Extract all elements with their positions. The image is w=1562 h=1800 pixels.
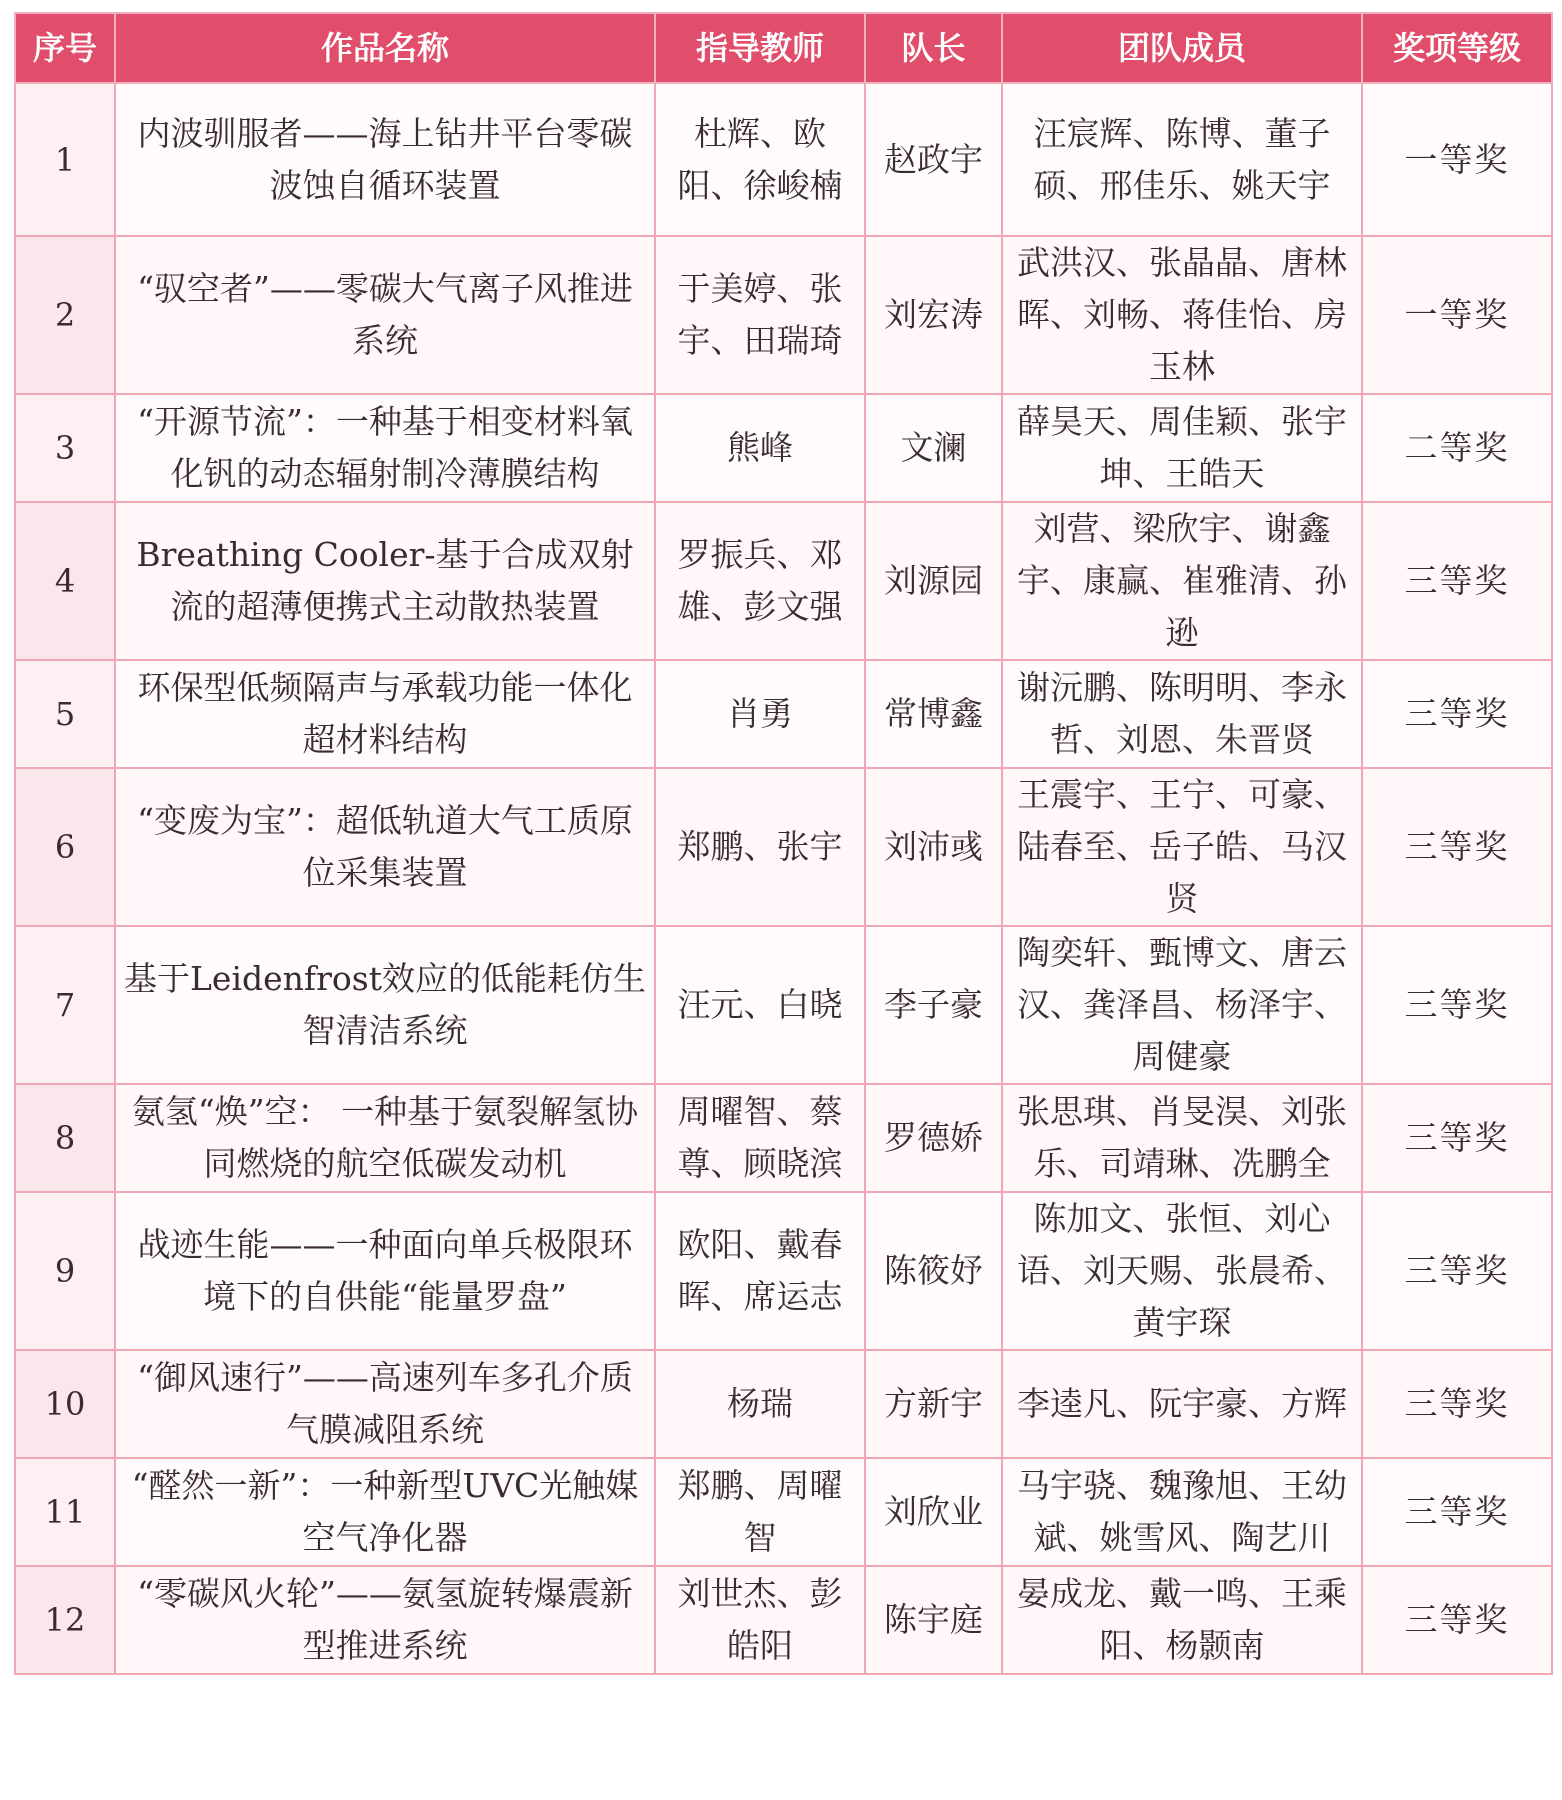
row-title: “变废为宝”：超低轨道大气工质原位采集装置: [115, 768, 655, 926]
table-row: [15, 83, 1552, 236]
table-row: [15, 660, 1552, 768]
row-award: 三等奖: [1362, 1192, 1552, 1350]
table-row: [15, 1192, 1552, 1350]
row-members: 谢沅鹏、陈明明、李永哲、刘恩、朱晋贤: [1002, 660, 1362, 768]
table-row: [15, 926, 1552, 1084]
row-award: 一等奖: [1362, 83, 1552, 236]
header-teacher: 指导教师: [655, 13, 865, 83]
table-row: [15, 1566, 1552, 1674]
row-title: Breathing Cooler-基于合成双射流的超薄便携式主动散热装置: [115, 502, 655, 660]
row-title: “驭空者”——零碳大气离子风推进系统: [115, 236, 655, 394]
row-teacher: 欧阳、戴春晖、席运志: [655, 1192, 865, 1350]
row-title: 氨氢“焕”空： 一种基于氨裂解氢协同燃烧的航空低碳发动机: [115, 1084, 655, 1192]
header-award: 奖项等级: [1362, 13, 1552, 83]
row-award: 一等奖: [1362, 236, 1552, 394]
row-members: 刘营、梁欣宇、谢鑫宇、康赢、崔雅清、孙逊: [1002, 502, 1362, 660]
row-leader: 常博鑫: [865, 660, 1002, 768]
awards-table-container: [14, 12, 1551, 1675]
row-teacher: 熊峰: [655, 394, 865, 502]
row-index: 1: [15, 83, 115, 236]
row-teacher: 杜辉、欧阳、徐峻楠: [655, 83, 865, 236]
row-title: 内波驯服者——海上钻井平台零碳波蚀自循环装置: [115, 83, 655, 236]
row-members: 晏成龙、戴一鸣、王乘阳、杨颢南: [1002, 1566, 1362, 1674]
row-title: 基于Leidenfrost效应的低能耗仿生智清洁系统: [115, 926, 655, 1084]
table-row: [15, 502, 1552, 660]
row-members: 李逵凡、阮宇豪、方辉: [1002, 1350, 1362, 1458]
row-index: 9: [15, 1192, 115, 1350]
row-teacher: 杨瑞: [655, 1350, 865, 1458]
row-award: 三等奖: [1362, 1458, 1552, 1566]
row-members: 武洪汉、张晶晶、唐林晖、刘畅、蒋佳怡、房玉林: [1002, 236, 1362, 394]
row-leader: 刘沛彧: [865, 768, 1002, 926]
table-row: [15, 1458, 1552, 1566]
row-members: 马宇骁、魏豫旭、王幼斌、姚雪风、陶艺川: [1002, 1458, 1362, 1566]
header-title: 作品名称: [115, 13, 655, 83]
row-award: 二等奖: [1362, 394, 1552, 502]
row-leader: 陈宇庭: [865, 1566, 1002, 1674]
row-title: “御风速行”——高速列车多孔介质气膜减阻系统: [115, 1350, 655, 1458]
row-leader: 文澜: [865, 394, 1002, 502]
row-leader: 方新宇: [865, 1350, 1002, 1458]
awards-table: [14, 12, 1553, 1675]
row-award: 三等奖: [1362, 768, 1552, 926]
row-teacher: 汪元、白晓: [655, 926, 865, 1084]
row-teacher: 郑鹏、张宇: [655, 768, 865, 926]
table-row: [15, 1350, 1552, 1458]
row-award: 三等奖: [1362, 660, 1552, 768]
row-members: 陶奕轩、甄博文、唐云汉、龚泽昌、杨泽宇、周健豪: [1002, 926, 1362, 1084]
row-members: 王震宇、王宁、可豪、陆春至、岳子皓、马汉贤: [1002, 768, 1362, 926]
row-index: 12: [15, 1566, 115, 1674]
row-members: 薛昊天、周佳颖、张宇坤、王皓天: [1002, 394, 1362, 502]
table-row: [15, 768, 1552, 926]
row-award: 三等奖: [1362, 1350, 1552, 1458]
header-leader: 队长: [865, 13, 1002, 83]
row-index: 6: [15, 768, 115, 926]
row-index: 10: [15, 1350, 115, 1458]
row-title: 环保型低频隔声与承载功能一体化超材料结构: [115, 660, 655, 768]
row-teacher: 于美婷、张宇、田瑞琦: [655, 236, 865, 394]
row-teacher: 罗振兵、邓雄、彭文强: [655, 502, 865, 660]
row-leader: 刘源园: [865, 502, 1002, 660]
row-teacher: 刘世杰、彭皓阳: [655, 1566, 865, 1674]
row-index: 3: [15, 394, 115, 502]
row-teacher: 肖勇: [655, 660, 865, 768]
row-leader: 李子豪: [865, 926, 1002, 1084]
row-leader: 陈筱妤: [865, 1192, 1002, 1350]
row-title: “零碳风火轮”——氨氢旋转爆震新型推进系统: [115, 1566, 655, 1674]
row-teacher: 郑鹏、周曜智: [655, 1458, 865, 1566]
table-row: [15, 236, 1552, 394]
row-leader: 罗德娇: [865, 1084, 1002, 1192]
row-award: 三等奖: [1362, 926, 1552, 1084]
row-index: 2: [15, 236, 115, 394]
header-members: 团队成员: [1002, 13, 1362, 83]
row-leader: 刘宏涛: [865, 236, 1002, 394]
row-index: 5: [15, 660, 115, 768]
row-leader: 刘欣业: [865, 1458, 1002, 1566]
row-award: 三等奖: [1362, 1566, 1552, 1674]
row-title: 战迹生能——一种面向单兵极限环境下的自供能“能量罗盘”: [115, 1192, 655, 1350]
table-row: [15, 394, 1552, 502]
row-index: 7: [15, 926, 115, 1084]
table-row: [15, 1084, 1552, 1192]
row-title: “开源节流”：一种基于相变材料氧化钒的动态辐射制冷薄膜结构: [115, 394, 655, 502]
header-row: [15, 13, 1552, 83]
row-teacher: 周曜智、蔡尊、顾晓滨: [655, 1084, 865, 1192]
row-members: 汪宸辉、陈博、董子硕、邢佳乐、姚天宇: [1002, 83, 1362, 236]
row-members: 陈加文、张恒、刘心语、刘天赐、张晨希、黄宇琛: [1002, 1192, 1362, 1350]
row-index: 4: [15, 502, 115, 660]
header-index: 序号: [15, 13, 115, 83]
row-members: 张思琪、肖旻淏、刘张乐、司靖琳、冼鹏全: [1002, 1084, 1362, 1192]
row-title: “醛然一新”：一种新型UVC光触媒空气净化器: [115, 1458, 655, 1566]
row-award: 三等奖: [1362, 502, 1552, 660]
row-index: 8: [15, 1084, 115, 1192]
row-leader: 赵政宇: [865, 83, 1002, 236]
row-index: 11: [15, 1458, 115, 1566]
row-award: 三等奖: [1362, 1084, 1552, 1192]
